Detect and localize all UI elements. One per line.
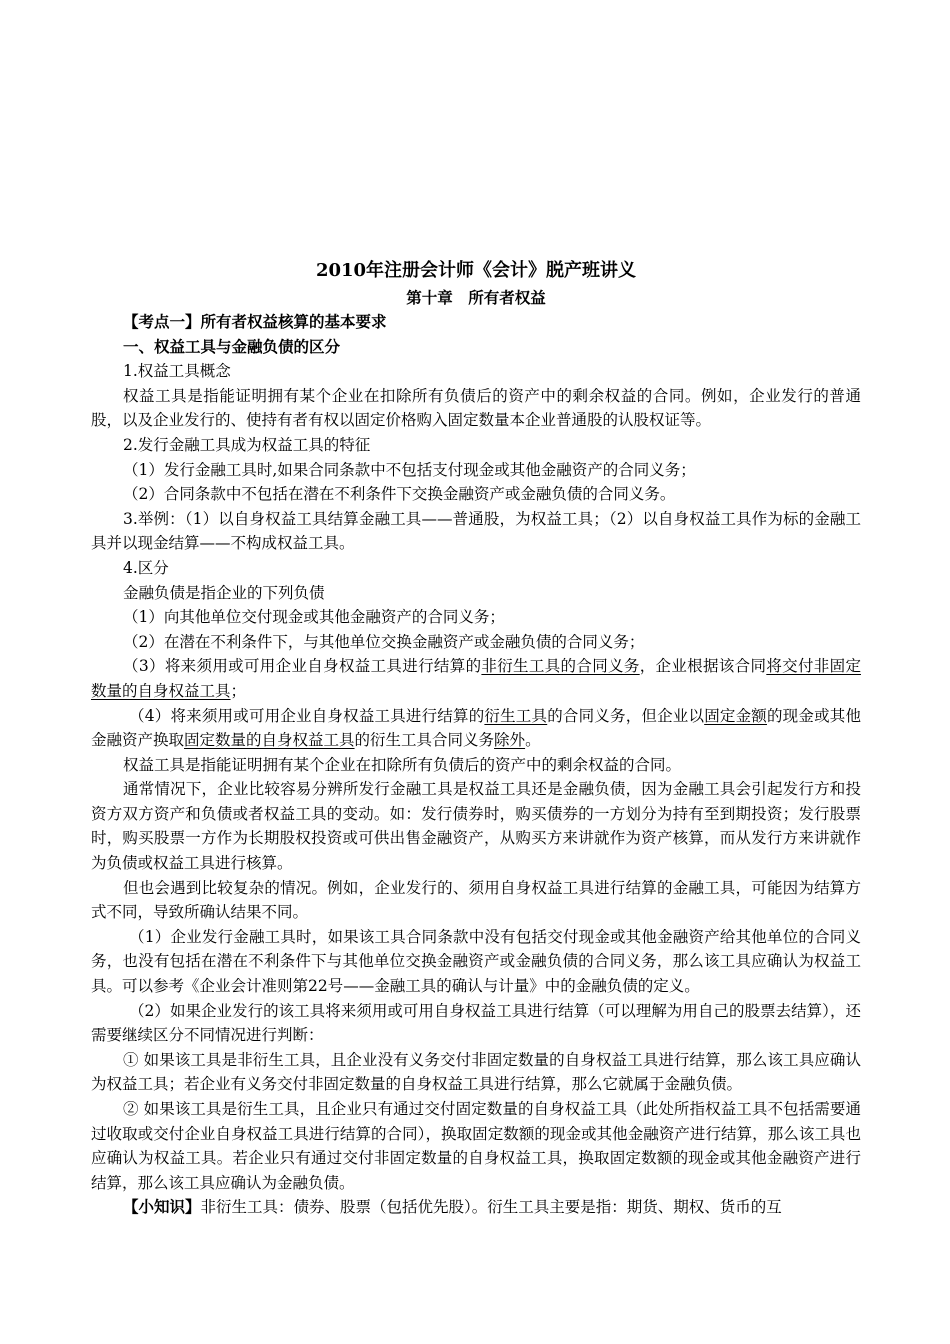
equity-definition: 权益工具是指能证明拥有某个企业在扣除所有负债后的资产中的剩余权益的合同。 bbox=[123, 755, 682, 774]
liability-point-4-text-e: 。 bbox=[525, 731, 541, 750]
normal-case-paragraph: 通常情况下，企业比较容易分辨所发行金融工具是权益工具还是金融负债，因为金融工具会引起发行方和投资方双方资产和负债或者权益工具的变动。如：发行债券时，购买债券的一方划分为持有至到期投资；发行股票时，购买股票一方作为长期股权投资或可供出售金融资产，从购买方来讲就作为资产核算，而从发行方来讲就作为负债或权益工具进行核算。 bbox=[91, 780, 861, 873]
chapter-title: 第十章 所有者权益 bbox=[406, 288, 546, 307]
kaodian-heading: 【考点一】所有者权益核算的基本要求 bbox=[123, 312, 387, 331]
liability-point-1: （1）向其他单位交付现金或其他金融资产的合同义务； bbox=[123, 608, 505, 627]
case-2-b-paragraph: ② 如果该工具是衍生工具，且企业只有通过交付固定数量的自身权益工具（此处所指权益工具不包括需要通过收取或交付企业自身权益工具进行结算的合同），换取固定数额的现金或其他金融资产进行结算，那么该工具也应确认为权益工具。若企业只有通过交付非固定数量的自身权益工具，换取固定数额的现金或其他金融资产进行结算，那么该工具应确认为金融负债。 bbox=[91, 1100, 861, 1192]
liability-point-4-underline-2: 固定金额 bbox=[704, 706, 767, 725]
document-title: 2010年注册会计师《会计》脱产班讲义 bbox=[315, 260, 637, 281]
section-heading: 一、权益工具与金融负债的区分 bbox=[123, 336, 341, 356]
liability-point-3 bbox=[91, 654, 861, 703]
item2-point-2: （2）合同条款中不包括在潜在不利条件下交换金融资产或金融负债的合同义务。 bbox=[123, 485, 676, 504]
item2-point-1: （1）发行金融工具时,如果合同条款中不包括支付现金或其他金融资产的合同义务； bbox=[123, 460, 696, 479]
complex-case-paragraph: 但也会遇到比较复杂的情况。例如，企业发行的、须用自身权益工具进行结算的金融工具，可能因为结算方式不同，导致所确认结果不同。 bbox=[91, 878, 861, 922]
liability-point-2: （2）在潜在不利条件下，与其他单位交换金融资产或金融负债的合同义务； bbox=[123, 632, 645, 651]
liability-point-4-text-b: 的合同义务，但企业以 bbox=[547, 706, 705, 725]
liability-point-4-text-d: 的衍生工具合同义务 bbox=[354, 731, 495, 750]
liability-point-4-text-a: （4）将来须用或可用企业自身权益工具进行结算的 bbox=[129, 706, 485, 725]
item1-title: 1.权益工具概念 bbox=[123, 362, 231, 381]
liability-point-3-underline-1: 非衍生工具的合同义务 bbox=[481, 657, 640, 676]
liability-point-4-underline-3: 固定数量的自身权益工具 bbox=[184, 731, 355, 750]
liability-point-4 bbox=[91, 704, 861, 753]
document-body bbox=[91, 256, 861, 1220]
item4-title: 4.区分 bbox=[123, 558, 169, 577]
liability-point-4-text-c: 的现金或其他金融资产换取 bbox=[91, 706, 861, 750]
liability-point-3-text-c: ； bbox=[230, 681, 247, 700]
case-2-paragraph: （2）如果企业发行的该工具将来须用或可用自身权益工具进行结算（可以理解为用自己的股票去结算），还需要继续区分不同情况进行判断： bbox=[91, 1001, 861, 1045]
liability-point-4-underline-4: 除外 bbox=[494, 731, 526, 750]
liability-point-3-underline-2: 将交付非固定数量的自身权益工具 bbox=[91, 657, 861, 700]
case-2-a-paragraph: ① 如果该工具是非衍生工具，且企业没有义务交付非固定数量的自身权益工具进行结算，那么该工具应确认为权益工具；若企业有义务交付非固定数量的自身权益工具进行结算，那么它就属于金融负债。 bbox=[91, 1050, 861, 1094]
liability-point-3-text-b: ，企业根据该合同 bbox=[639, 657, 767, 676]
tip-body: 非衍生工具：债券、股票（包括优先股）。衍生工具主要是指：期货、期权、货币的互 bbox=[200, 1198, 782, 1217]
tip-label: 【小知识】 bbox=[123, 1197, 201, 1217]
tip-paragraph bbox=[91, 1195, 861, 1220]
item3-body: 3.举例：（1）以自身权益工具结算金融工具——普通股，为权益工具；（2）以自身权益工具作为标的金融工具并以现金结算——不构成权益工具。 bbox=[91, 509, 861, 553]
case-1-paragraph: （1）企业发行金融工具时，如果该工具合同条款中没有包括交付现金或其他金融资产给其他单位的合同义务，也没有包括在潜在不利条件下与其他单位交换金融资产或金融负债的合同义务，那么该工具应确认为权益工具。可以参考《企业会计准则第22号——金融工具的确认与计量》中的金融负债的定义。 bbox=[91, 927, 861, 996]
item1-body: 权益工具是指能证明拥有某个企业在扣除所有负债后的资产中的剩余权益的合同。例如，企业发行的普通股，以及企业发行的、使持有者有权以固定价格购入固定数量本企业普通股的认股权证等。 bbox=[91, 386, 861, 430]
item2-title: 2.发行金融工具成为权益工具的特征 bbox=[123, 435, 371, 454]
liability-point-4-underline-1: 衍生工具 bbox=[484, 706, 548, 725]
liability-point-3-text-a: （3）将来须用或可用企业自身权益工具进行结算的 bbox=[123, 657, 482, 676]
liability-intro: 金融负债是指企业的下列负债 bbox=[123, 583, 325, 602]
